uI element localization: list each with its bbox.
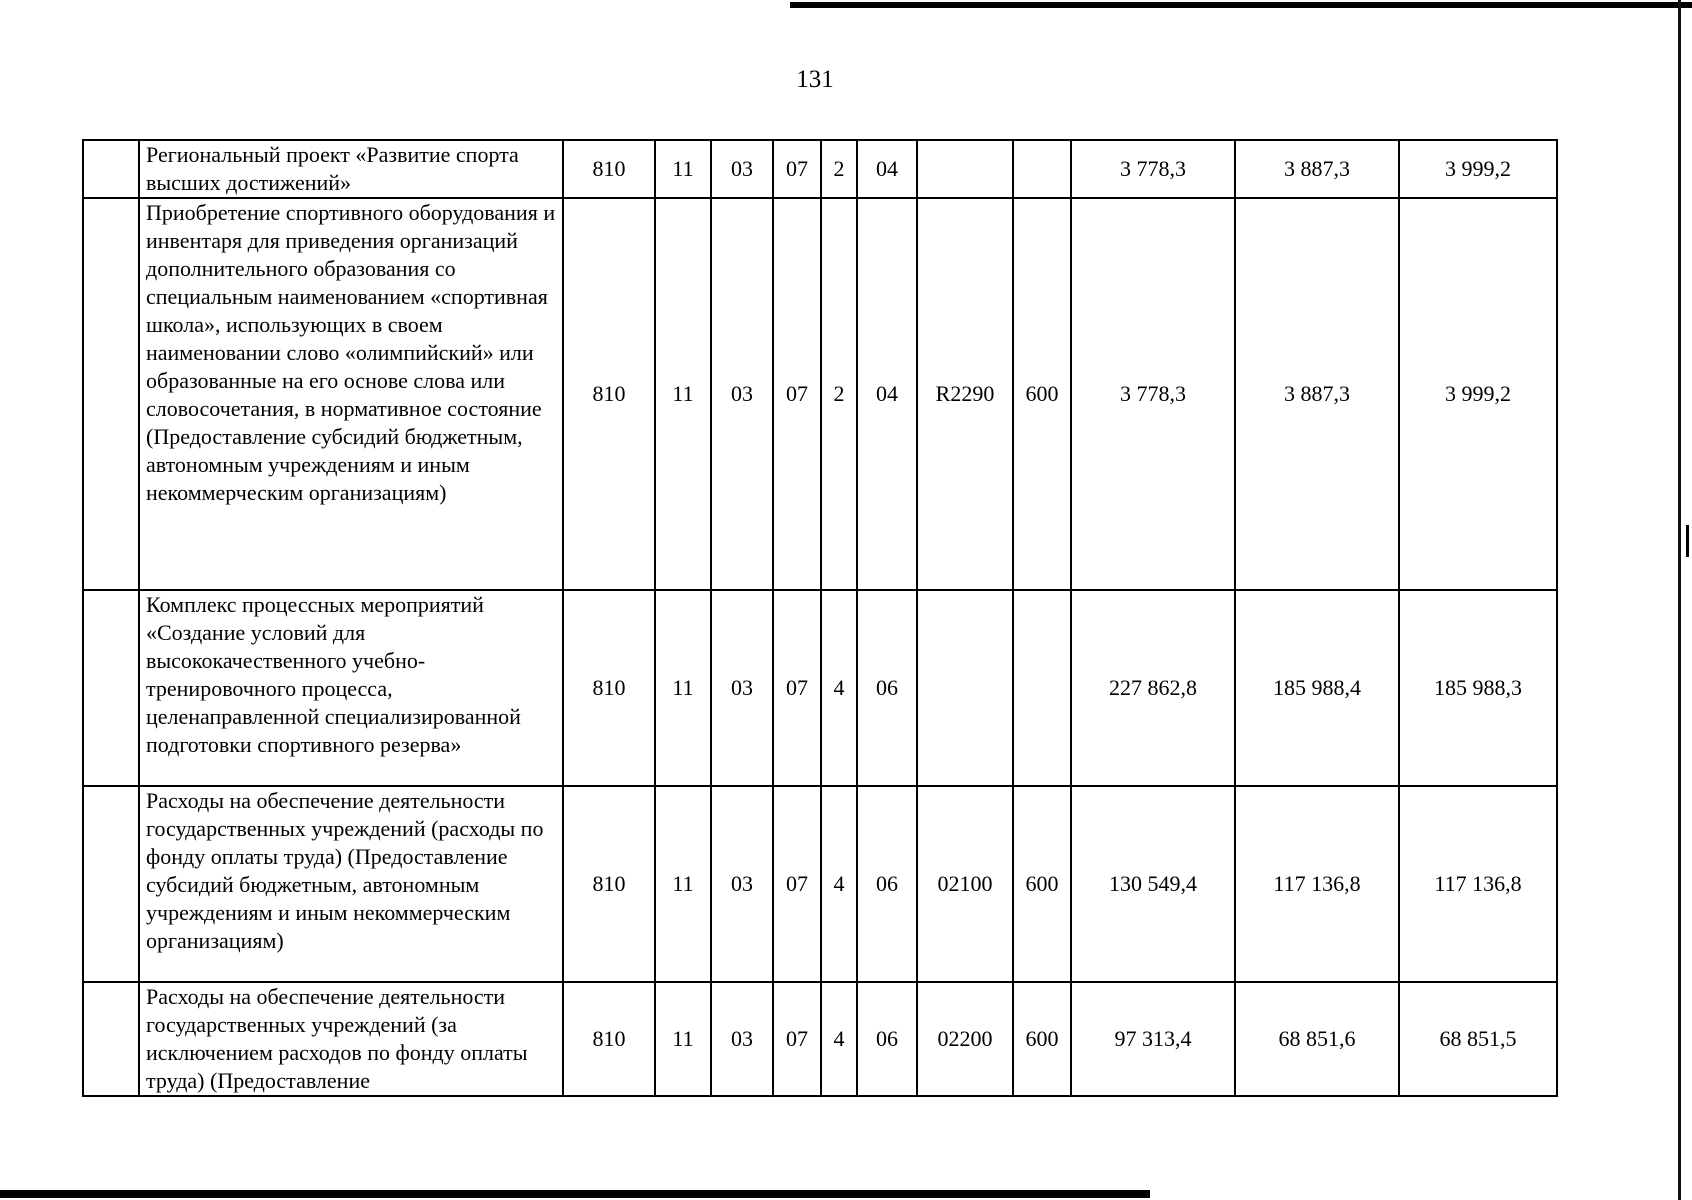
section-code-cell: 11	[655, 982, 711, 1096]
row-name-cell: Комплекс процессных мероприятий «Создание условий для высококачественного учебно-тренировочного процесса, целенаправленной специализированной подготовки спортивного резерва»	[139, 590, 563, 786]
table-row	[83, 590, 1557, 786]
amount-year1-cell: 3 778,3	[1071, 198, 1235, 590]
subprogram-code-cell: 2	[821, 140, 857, 198]
amount-year1-cell: 227 862,8	[1071, 590, 1235, 786]
direction-code-cell: 02100	[917, 786, 1013, 982]
expense-type-cell: 600	[1013, 982, 1071, 1096]
subsection-code-cell: 03	[711, 140, 773, 198]
section-code-cell: 11	[655, 786, 711, 982]
program-code-cell: 07	[773, 590, 821, 786]
event-code-cell: 06	[857, 786, 917, 982]
direction-code-cell: 02200	[917, 982, 1013, 1096]
subsection-code-cell: 03	[711, 982, 773, 1096]
subprogram-code-cell: 4	[821, 982, 857, 1096]
expense-type-cell: 600	[1013, 198, 1071, 590]
scan-border-right	[1678, 0, 1681, 1200]
subsection-code-cell: 03	[711, 590, 773, 786]
expense-type-cell	[1013, 140, 1071, 198]
program-code-cell: 07	[773, 198, 821, 590]
scan-border-bottom	[0, 1190, 1150, 1198]
direction-code-cell	[917, 590, 1013, 786]
subprogram-code-cell: 4	[821, 590, 857, 786]
program-code-cell: 07	[773, 786, 821, 982]
empty-cell	[83, 198, 139, 590]
program-code-cell: 07	[773, 982, 821, 1096]
amount-year2-cell: 3 887,3	[1235, 140, 1399, 198]
program-code-cell: 07	[773, 140, 821, 198]
amount-year1-cell: 97 313,4	[1071, 982, 1235, 1096]
event-code-cell: 04	[857, 198, 917, 590]
empty-cell	[83, 590, 139, 786]
amount-year3-cell: 117 136,8	[1399, 786, 1557, 982]
amount-year2-cell: 185 988,4	[1235, 590, 1399, 786]
section-code-cell: 11	[655, 198, 711, 590]
empty-cell	[83, 786, 139, 982]
expense-type-cell	[1013, 590, 1071, 786]
empty-cell	[83, 982, 139, 1096]
scan-border-top	[790, 2, 1692, 8]
table-row	[83, 198, 1557, 590]
amount-year2-cell: 117 136,8	[1235, 786, 1399, 982]
ministry-code-cell: 810	[563, 982, 655, 1096]
amount-year3-cell: 68 851,5	[1399, 982, 1557, 1096]
amount-year3-cell: 185 988,3	[1399, 590, 1557, 786]
table-row	[83, 140, 1557, 198]
page-number: 131	[796, 66, 834, 93]
row-name-cell: Расходы на обеспечение деятельности государственных учреждений (за исключением расходов по фонду оплаты труда) (Предоставление	[139, 982, 563, 1096]
subprogram-code-cell: 4	[821, 786, 857, 982]
event-code-cell: 04	[857, 140, 917, 198]
subsection-code-cell: 03	[711, 786, 773, 982]
direction-code-cell	[917, 140, 1013, 198]
amount-year2-cell: 68 851,6	[1235, 982, 1399, 1096]
section-code-cell: 11	[655, 140, 711, 198]
row-name-cell: Приобретение спортивного оборудования и инвентаря для приведения организаций дополнительного образования со специальным наименованием «спортивная школа», использующих в своем наименовании слово «олимпийский» или образованные на его основе слова или словосочетания, в нормативное состояние (Предоставление субсидий бюджетным, автономным учреждениям и иным некоммерческим организациям)	[139, 198, 563, 590]
subsection-code-cell: 03	[711, 198, 773, 590]
amount-year3-cell: 3 999,2	[1399, 198, 1557, 590]
direction-code-cell: R2290	[917, 198, 1013, 590]
ministry-code-cell: 810	[563, 198, 655, 590]
section-code-cell: 11	[655, 590, 711, 786]
subprogram-code-cell: 2	[821, 198, 857, 590]
budget-table	[82, 139, 1558, 1097]
amount-year3-cell: 3 999,2	[1399, 140, 1557, 198]
empty-cell	[83, 140, 139, 198]
row-name-cell: Расходы на обеспечение деятельности государственных учреждений (расходы по фонду оплаты труда) (Предоставление субсидий бюджетным, автономным учреждениям и иным некоммерческим организациям)	[139, 786, 563, 982]
amount-year1-cell: 130 549,4	[1071, 786, 1235, 982]
row-name-cell: Региональный проект «Развитие спорта высших достижений»	[139, 140, 563, 198]
table-row	[83, 786, 1557, 982]
scan-mark	[1686, 525, 1689, 557]
ministry-code-cell: 810	[563, 140, 655, 198]
event-code-cell: 06	[857, 982, 917, 1096]
ministry-code-cell: 810	[563, 786, 655, 982]
expense-type-cell: 600	[1013, 786, 1071, 982]
event-code-cell: 06	[857, 590, 917, 786]
ministry-code-cell: 810	[563, 590, 655, 786]
amount-year2-cell: 3 887,3	[1235, 198, 1399, 590]
table-row	[83, 982, 1557, 1096]
amount-year1-cell: 3 778,3	[1071, 140, 1235, 198]
